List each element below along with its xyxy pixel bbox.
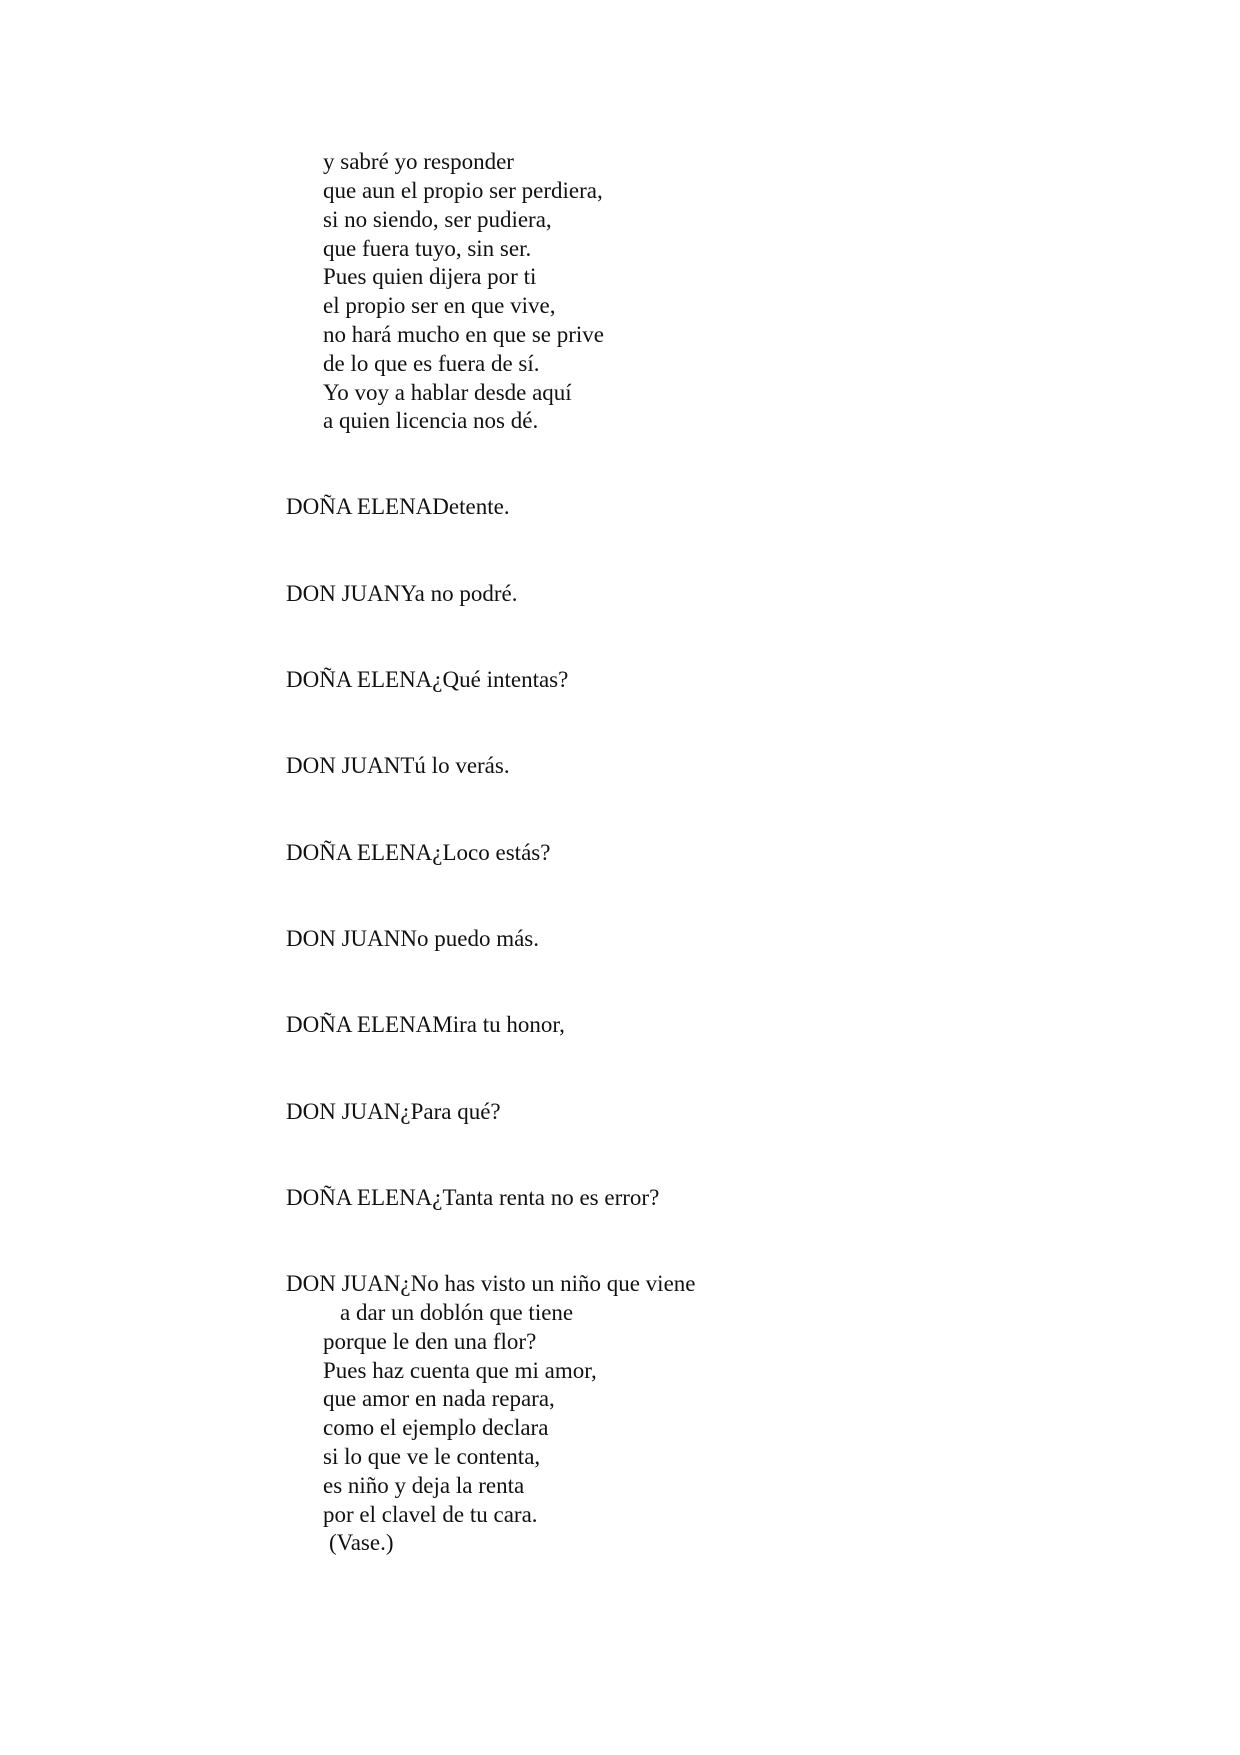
speaker-name: DON JUAN	[286, 1099, 401, 1124]
speaker-name: DON JUAN	[286, 581, 401, 606]
verse-line: no hará mucho en que se prive	[323, 322, 605, 347]
speech-text: ¿Tanta renta no es error?	[432, 1185, 660, 1210]
verse-line: si no siendo, ser pudiera,	[323, 207, 552, 232]
speech-text: Mira tu honor,	[432, 1012, 565, 1037]
speaker-name: DOÑA ELENA	[286, 840, 433, 865]
verse-line: de lo que es fuera de sí.	[323, 351, 540, 376]
speech-text: Ya no podré.	[400, 581, 518, 606]
verse-line: Yo voy a hablar desde aquí	[323, 380, 572, 405]
speech-text: ¿No has visto un niño que viene	[400, 1271, 696, 1296]
speech-text: Detente.	[432, 494, 510, 519]
speaker-name: DON JUAN	[286, 926, 401, 951]
speaker-name: DOÑA ELENA	[286, 494, 433, 519]
speaker-name: DON JUAN	[286, 1271, 401, 1296]
stage-direction: (Vase.)	[329, 1530, 394, 1555]
dialogue-line	[286, 492, 510, 521]
speaker-name: DOÑA ELENA	[286, 667, 433, 692]
speech-text: No puedo más.	[400, 926, 539, 951]
speech-text: ¿Para qué?	[400, 1099, 501, 1124]
verse-line: el propio ser en que vive,	[323, 293, 556, 318]
verse-line: como el ejemplo declara	[323, 1415, 549, 1440]
speaker-name: DOÑA ELENA	[286, 1012, 433, 1037]
speech-text: Tú lo verás.	[400, 753, 510, 778]
speaker-name: DON JUAN	[286, 753, 401, 778]
verse-line: y sabré yo responder	[323, 149, 514, 174]
verse-line: a quien licencia nos dé.	[323, 408, 539, 433]
dialogue-line	[286, 838, 550, 867]
speech-text: ¿Qué intentas?	[432, 667, 569, 692]
verse-line: Pues quien dijera por ti	[323, 264, 537, 289]
dialogue-line	[286, 1269, 696, 1298]
verse-line: a dar un doblón que tiene	[340, 1300, 574, 1325]
verse-line: Pues haz cuenta que mi amor,	[323, 1358, 597, 1383]
dialogue-line	[286, 1183, 659, 1212]
dialogue-line	[286, 751, 510, 780]
verse-line: que fuera tuyo, sin ser.	[323, 236, 532, 261]
speaker-name: DOÑA ELENA	[286, 1185, 433, 1210]
dialogue-line	[286, 1097, 501, 1126]
dialogue-line	[286, 665, 568, 694]
speech-text: ¿Loco estás?	[432, 840, 551, 865]
dialogue-line	[286, 924, 539, 953]
verse-line: si lo que ve le contenta,	[323, 1444, 541, 1469]
verse-line: que amor en nada repara,	[323, 1386, 555, 1411]
verse-line: por el clavel de tu cara.	[323, 1502, 538, 1527]
verse-line: que aun el propio ser perdiera,	[323, 178, 603, 203]
dialogue-line	[286, 579, 518, 608]
dialogue-line	[286, 1010, 565, 1039]
verse-line: es niño y deja la renta	[323, 1473, 525, 1498]
verse-line: porque le den una flor?	[323, 1329, 537, 1354]
